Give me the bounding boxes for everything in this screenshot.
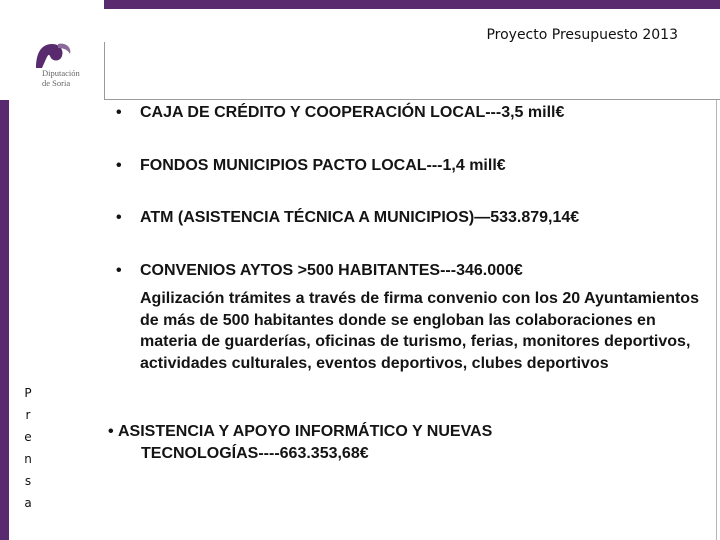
bullet-marker: • bbox=[108, 423, 114, 440]
bullet-text: ASISTENCIA Y APOYO INFORMÁTICO Y NUEVAS bbox=[118, 423, 493, 440]
left-accent-stripe bbox=[0, 100, 9, 540]
header-divider-horizontal bbox=[104, 99, 720, 100]
vertical-letter: P bbox=[24, 386, 32, 400]
bullet-text: CONVENIOS AYTOS >500 HABITANTES---346.000€ bbox=[140, 262, 523, 279]
bullet-detail-paragraph: Agilización trámites a través de firma convenio con los 20 Ayuntamientos de más de 500 habitantes donde se engloban las colaboraciones en materia de guarderías, oficinas de turismo, ferias, monitores deportivos, actividades culturales, eventos deportivos, clubes deportivos bbox=[140, 290, 699, 372]
vertical-letter: r bbox=[25, 408, 31, 422]
top-accent-bar bbox=[104, 0, 720, 9]
bullet-text: CAJA DE CRÉDITO Y COOPERACIÓN LOCAL---3,5 mill€ bbox=[140, 104, 565, 121]
header-divider-vertical bbox=[104, 42, 105, 100]
vertical-letter: s bbox=[24, 474, 32, 488]
logo-caption-line-2: de Soria bbox=[42, 78, 71, 88]
presentation-title: Proyecto Presupuesto 2013 bbox=[486, 27, 678, 43]
bullet-marker: • bbox=[116, 104, 122, 121]
right-border-line bbox=[716, 100, 717, 540]
logo-emblem-icon bbox=[28, 40, 98, 70]
bullet-marker: • bbox=[116, 157, 122, 174]
logo-caption-line-1: Diputación bbox=[42, 68, 80, 78]
bullet-text: FONDOS MUNICIPIOS PACTO LOCAL---1,4 mill€ bbox=[140, 157, 506, 174]
bullet-text: ATM (ASISTENCIA TÉCNICA A MUNICIPIOS)—533.879,14€ bbox=[140, 209, 580, 226]
logo-caption bbox=[42, 68, 80, 88]
bullet-text-continuation: TECNOLOGÍAS----663.353,68€ bbox=[141, 445, 369, 462]
bullet-marker: • bbox=[116, 262, 122, 279]
bullet-marker: • bbox=[116, 209, 122, 226]
vertical-letter: a bbox=[24, 496, 32, 510]
vertical-section-label bbox=[22, 382, 34, 514]
vertical-letter: n bbox=[24, 452, 32, 466]
vertical-letter: e bbox=[24, 430, 32, 444]
